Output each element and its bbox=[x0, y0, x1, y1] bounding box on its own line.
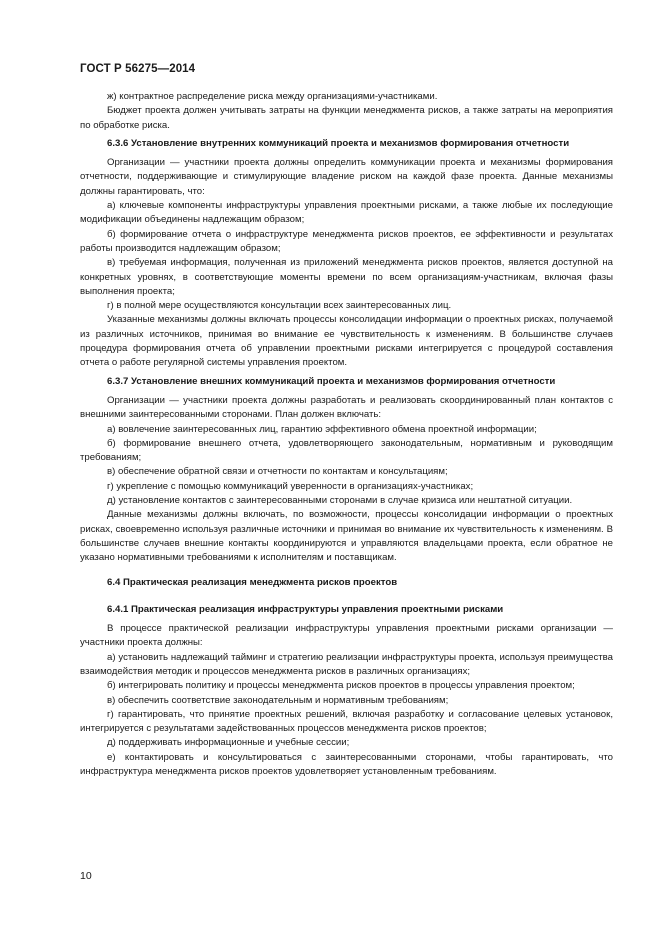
document-body bbox=[80, 90, 613, 779]
section-heading-6-4: 6.4 Практическая реализация менеджмента рисков проектов bbox=[107, 576, 398, 588]
list-item: д) поддерживать информационные и учебные сессии; bbox=[107, 737, 350, 749]
list-item: д) установление контактов с заинтересованными сторонами в случае кризиса или нештатной ситуации. bbox=[107, 495, 573, 507]
list-item: в) требуемая информация, полученная из приложений менеджмента рисков проектов, является доступной на конкретных уровнях, в соответствующие моменты времени по всем организациям-участникам, включая фазы выполнения проекта; bbox=[80, 257, 613, 297]
list-item: б) формирование отчета о инфраструктуре менеджмента рисков проектов, ее эффективности и результатах работы производится надлежащим образом; bbox=[80, 228, 613, 254]
paragraph: Организации — участники проекта должны определить коммуникации проекта и механизмы формирования отчетности, поддерживающие и стимулирующие владение риском на каждой фазе проекта. Данные механизмы должны гарантировать, что: bbox=[80, 157, 613, 197]
list-item: б) интегрировать политику и процессы менеджмента рисков проектов в процессы управления проектом; bbox=[107, 680, 575, 692]
list-item: г) гарантировать, что принятие проектных решений, включая разработку и согласование целевых установок, интегрируется с результатами задействованных процессов менеджмента рисков проектов; bbox=[80, 708, 613, 735]
section-heading-6-3-7: 6.3.7 Установление внешних коммуникаций проекта и механизмов формирования отчетности bbox=[107, 375, 556, 387]
list-item: а) установить надлежащий тайминг и стратегию реализации инфраструктуры проекта, используя преимущества взаимодействия методик и процессов менеджмента рисков в различных организациях; bbox=[80, 651, 613, 677]
list-item: в) обеспечить соответствие законодательным и нормативным требованиям; bbox=[107, 694, 449, 706]
list-item: а) вовлечение заинтересованных лиц, гарантию эффективного обмена проектной информации; bbox=[107, 423, 537, 435]
paragraph: Указанные механизмы должны включать процессы консолидации информации о проектных рисках, получаемой из различных источников, принимая во внимание ее чувствительность к изменениям. В большинстве случаев процедура формирования отчета об управлении проектными рисками интегрируется с процедурой составления отчета о работе регулярной системы управления проектом. bbox=[80, 314, 613, 369]
paragraph: Организации — участники проекта должны разработать и реализовать скоординированный план контактов с внешними заинтересованными сторонами. План должен включать: bbox=[80, 394, 613, 421]
section-heading-6-4-1: 6.4.1 Практическая реализация инфраструктуры управления проектными рисками bbox=[107, 603, 504, 615]
paragraph: Данные механизмы должны включать, по возможности, процессы консолидации информации о проектных рисках, своевременно используя различные источники и принимая во внимание их чувствительность к изменениям. В большинстве случаев внешние контакты координируются и управляются владельцами проекта, если обратное не указано нормативными требованиями к исполнителям и поставщикам. bbox=[80, 509, 613, 564]
list-item: б) формирование внешнего отчета, удовлетворяющего законодательным, нормативным и руководящим требованиям; bbox=[80, 437, 613, 464]
paragraph: В процессе практической реализации инфраструктуры управления проектными рисками организации — участники проекта должны: bbox=[80, 623, 613, 649]
list-item: в) обеспечение обратной связи и отчетности по контактам и консультациям; bbox=[107, 466, 448, 478]
page-number: 10 bbox=[80, 870, 92, 882]
list-item: г) укрепление с помощью коммуникаций уверенности в организациях-участниках; bbox=[107, 480, 474, 492]
section-heading-6-3-6: 6.3.6 Установление внутренних коммуникаций проекта и механизмов формирования отчетности bbox=[107, 137, 570, 149]
list-item: г) в полной мере осуществляются консультации всех заинтересованных лиц. bbox=[107, 300, 452, 312]
paragraph: Бюджет проекта должен учитывать затраты на функции менеджмента рисков, а также затраты на мероприятия по обработке риска. bbox=[80, 105, 613, 131]
list-item: ж) контрактное распределение риска между организациями-участниками. bbox=[107, 91, 438, 102]
list-item: а) ключевые компоненты инфраструктуры управления проектными рисками, а также любые их последующие модификации объединены надлежащим образом; bbox=[80, 200, 613, 226]
document-header: ГОСТ Р 56275—2014 bbox=[80, 63, 196, 75]
list-item: е) контактировать и консультироваться с заинтересованными сторонами, чтобы гарантировать, что инфраструктура менеджмента рисков проектов удовлетворяет установленным требованиям. bbox=[80, 751, 613, 778]
